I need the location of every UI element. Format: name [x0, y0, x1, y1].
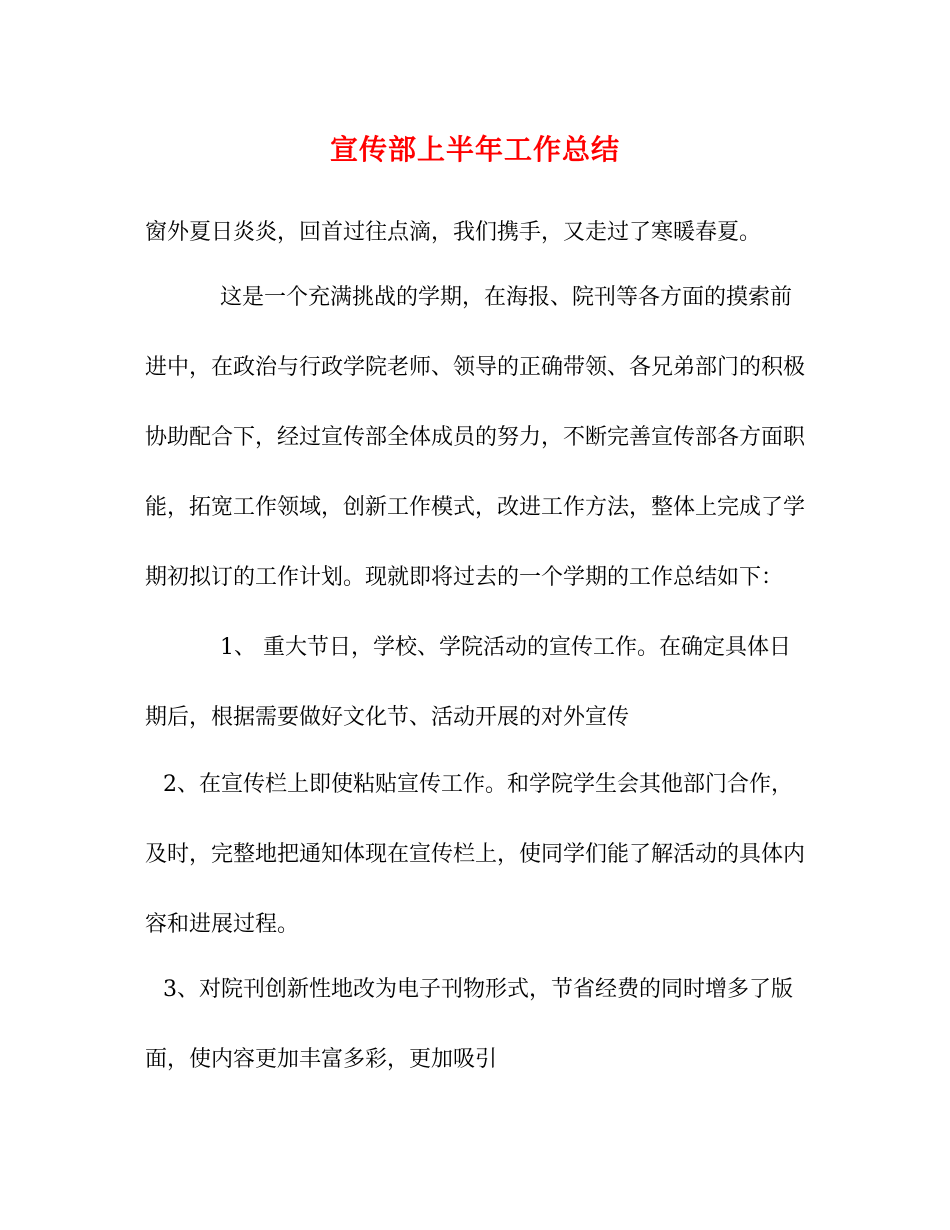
paragraph-line: 期后，根据需要做好文化节、活动开展的对外宣传 [145, 705, 630, 730]
paragraph-line: 容和进展过程。 [145, 912, 300, 937]
document-title: 宣传部上半年工作总结 [329, 133, 620, 166]
list-item-line: 1、 重大节日，学校、学院活动的宣传工作。在确定具体日 [220, 635, 791, 660]
paragraph-line: 期初拟订的工作计划。现就即将过去的一个学期的工作总结如下： [145, 565, 784, 590]
list-item-line: 2、在宣传栏上即使粘贴宣传工作。和学院学生会其他部门合作， [163, 772, 793, 797]
paragraph-line: 这是一个充满挑战的学期，在海报、院刊等各方面的摸索前 [220, 285, 793, 310]
paragraph-line: 能，拓宽工作领域，创新工作模式，改进工作方法，整体上完成了学 [145, 495, 806, 520]
paragraph-line: 面，使内容更加丰富多彩，更加吸引 [145, 1047, 498, 1072]
paragraph-line: 协助配合下，经过宣传部全体成员的努力，不断完善宣传部各方面职 [145, 425, 806, 450]
list-item-line: 3、对院刊创新性地改为电子刊物形式，节省经费的同时增多了版 [163, 977, 793, 1002]
paragraph-line: 进中，在政治与行政学院老师、领导的正确带领、各兄弟部门的积极 [145, 355, 806, 380]
paragraph-line: 及时，完整地把通知体现在宣传栏上，使同学们能了解活动的具体内 [145, 842, 806, 867]
paragraph-line: 窗外夏日炎炎，回首过往点滴，我们携手，又走过了寒暖春夏。 [145, 220, 762, 245]
